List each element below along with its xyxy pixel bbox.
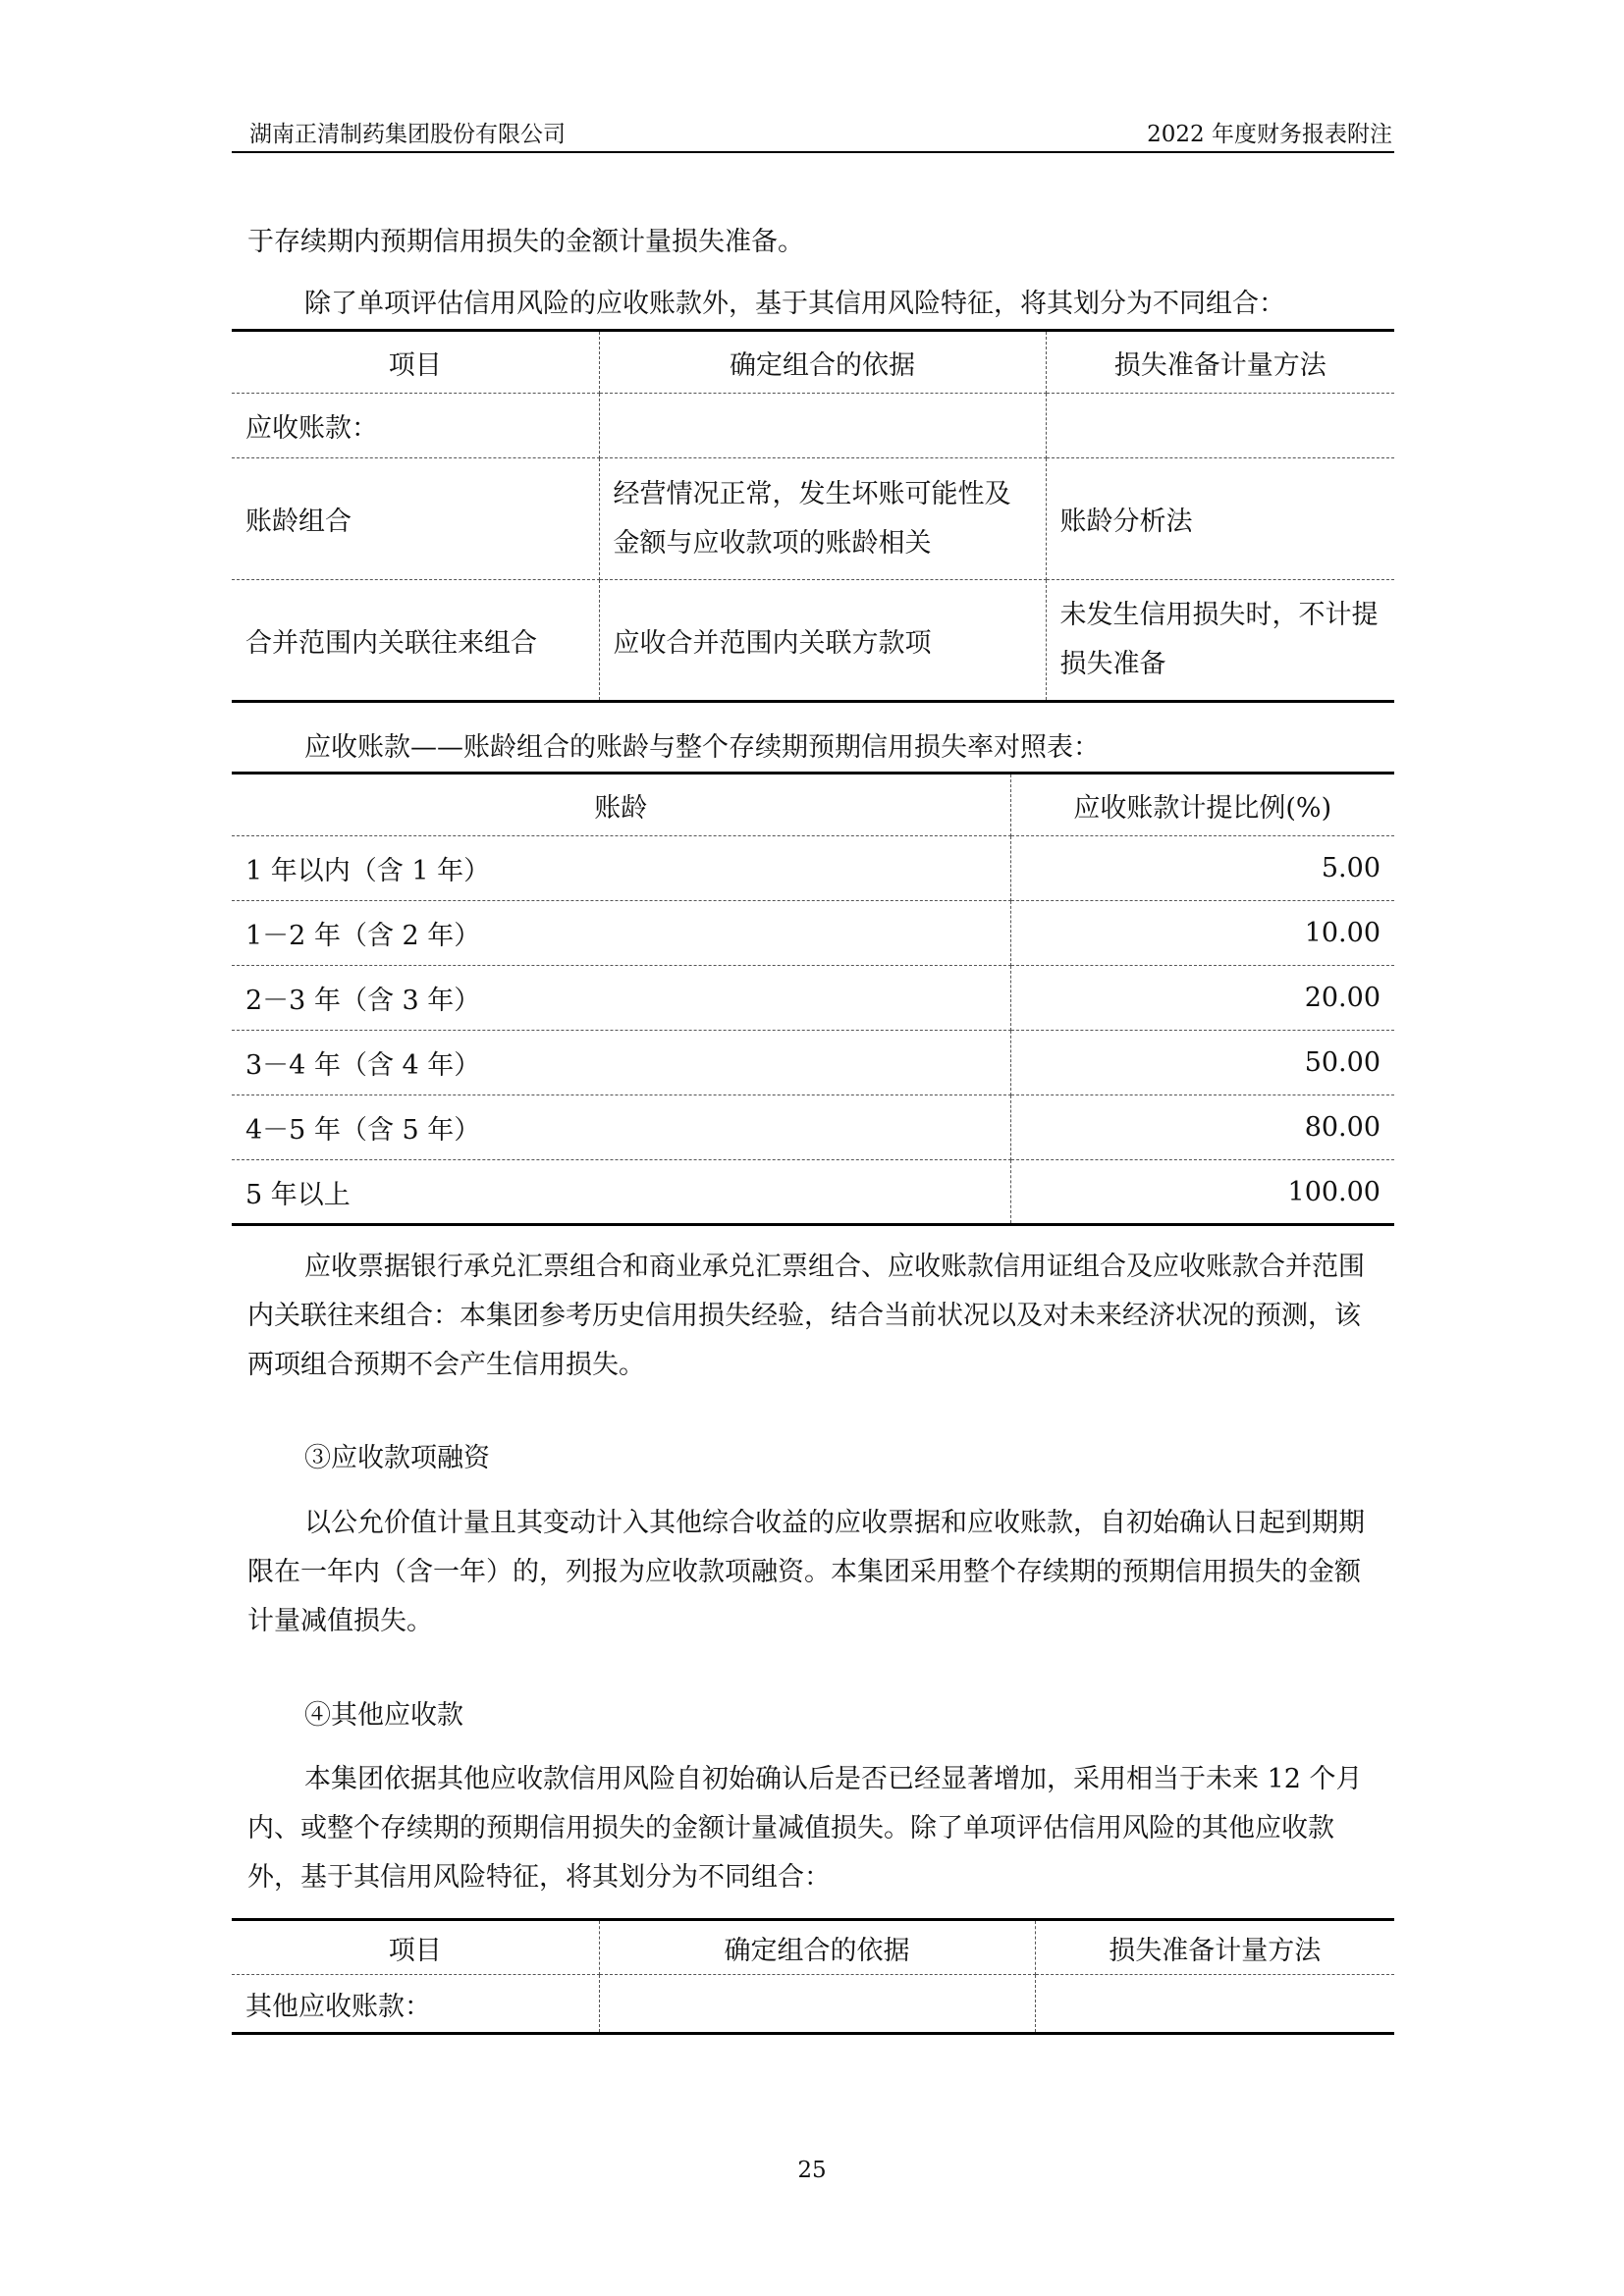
- page-header: [232, 112, 1394, 153]
- table-aging-rates: [232, 772, 1394, 1226]
- paragraph-2: 除了单项评估信用风险的应收账款外，基于其信用风险特征，将其划分为不同组合：: [304, 289, 1285, 319]
- table2-cell: 5.00: [1010, 836, 1394, 901]
- table3-cell: 其他应收账款：: [232, 1975, 599, 2034]
- table2-cell: 50.00: [1010, 1031, 1394, 1095]
- company-name: 湖南正清制药集团股份有限公司: [249, 122, 566, 147]
- paragraph-6: 以公允价值计量且其变动计入其他综合收益的应收票据和应收账款，自初始确认日起到期期限在一年内（含一年）的，列报为应收款项融资。本集团采用整个存续期的预期信用损失的金额计量减值损失。: [247, 1508, 1365, 1636]
- table1-cell: 未发生信用损失时，不计提损失准备: [1046, 580, 1394, 702]
- table2-header-rate: 应收账款计提比例(%): [1010, 774, 1394, 836]
- table1-header-method: 损失准备计量方法: [1046, 331, 1394, 394]
- table1-cell: 账龄组合: [232, 458, 599, 580]
- paragraph-4: 应收票据银行承兑汇票组合和商业承兑汇票组合、应收账款信用证组合及应收账款合并范围内关联往来组合：本集团参考历史信用损失经验，结合当前状况以及对未来经济状况的预测，该两项组合预期不会产生信用损失。: [247, 1252, 1365, 1380]
- table2-cell: 1－2 年（含 2 年）: [232, 901, 1010, 966]
- table1-cell: 合并范围内关联往来组合: [232, 580, 599, 702]
- table1-cell: [1046, 394, 1394, 458]
- table-row: [232, 1975, 1394, 2034]
- paragraph-1: 于存续期内预期信用损失的金额计量损失准备。: [247, 227, 804, 257]
- report-title: 2022 年度财务报表附注: [1147, 122, 1392, 147]
- table-row: [232, 1031, 1394, 1095]
- table-row: [232, 1160, 1394, 1225]
- table2-cell: 4－5 年（含 5 年）: [232, 1095, 1010, 1160]
- table2-header-aging: 账龄: [232, 774, 1010, 836]
- table2-cell: 80.00: [1010, 1095, 1394, 1160]
- table1-cell: 应收合并范围内关联方款项: [599, 580, 1046, 702]
- table-row: [232, 1095, 1394, 1160]
- page-number: 25: [797, 2158, 827, 2183]
- table3-header-basis: 确定组合的依据: [599, 1920, 1035, 1975]
- table-combination-receivables: [232, 329, 1394, 703]
- table1-cell: 经营情况正常，发生坏账可能性及金额与应收款项的账龄相关: [599, 458, 1046, 580]
- paragraph-7: ④其他应收款: [304, 1700, 463, 1731]
- table2-cell: 10.00: [1010, 901, 1394, 966]
- table3-header-item: 项目: [232, 1920, 599, 1975]
- paragraph-3: 应收账款——账龄组合的账龄与整个存续期预期信用损失率对照表：: [304, 732, 1100, 763]
- table2-cell: 20.00: [1010, 966, 1394, 1031]
- table1-cell: [599, 394, 1046, 458]
- table-row: [232, 901, 1394, 966]
- table-other-receivables: [232, 1918, 1394, 2035]
- table2-cell: 1 年以内（含 1 年）: [232, 836, 1010, 901]
- paragraph-8: 本集团依据其他应收款信用风险自初始确认后是否已经显著增加，采用相当于未来 12 个月内、或整个存续期的预期信用损失的金额计量减值损失。除了单项评估信用风险的其他应收款外，基于其信用风险特征，将其划分为不同组合：: [247, 1764, 1363, 1893]
- paragraph-5: ③应收款项融资: [304, 1443, 490, 1473]
- table1-header-basis: 确定组合的依据: [599, 331, 1046, 394]
- table-row: [232, 458, 1394, 580]
- table3-cell: [599, 1975, 1035, 2034]
- table-row: [232, 966, 1394, 1031]
- table2-cell: 5 年以上: [232, 1160, 1010, 1225]
- table2-cell: 100.00: [1010, 1160, 1394, 1225]
- table-row: [232, 580, 1394, 702]
- table2-cell: 2－3 年（含 3 年）: [232, 966, 1010, 1031]
- table1-cell: 应收账款：: [232, 394, 599, 458]
- table3-header-method: 损失准备计量方法: [1035, 1920, 1394, 1975]
- table3-cell: [1035, 1975, 1394, 2034]
- table1-header-item: 项目: [232, 331, 599, 394]
- table2-cell: 3－4 年（含 4 年）: [232, 1031, 1010, 1095]
- table-row: [232, 836, 1394, 901]
- table-row: [232, 394, 1394, 458]
- table1-cell: 账龄分析法: [1046, 458, 1394, 580]
